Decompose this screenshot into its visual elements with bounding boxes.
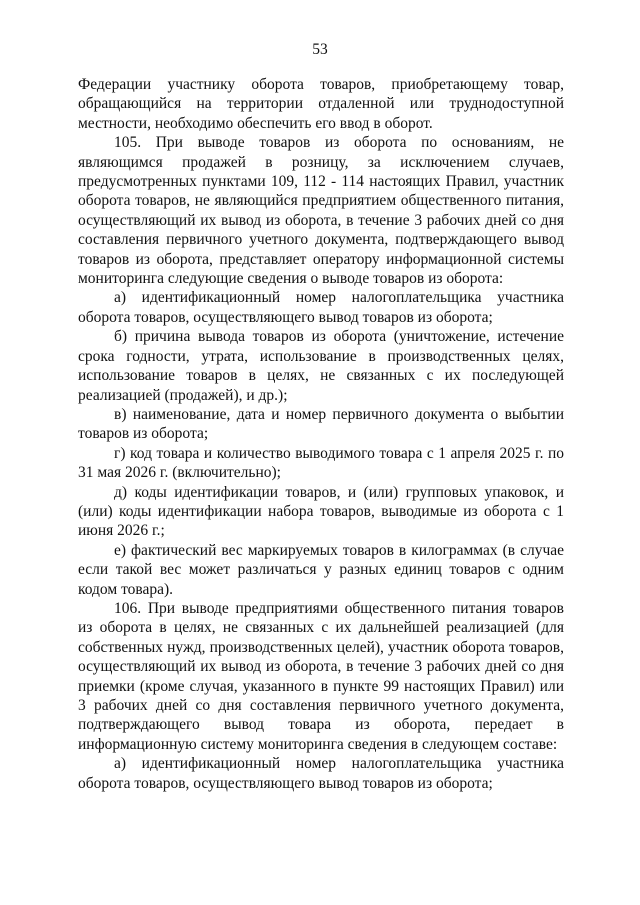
paragraph-105-e: е) фактический вес маркируемых товаров в килограммах (в случае если такой вес может различаться у разных единиц товаров с одним кодом товара). bbox=[78, 541, 564, 598]
paragraph-105-g: г) код товара и количество выводимого товара с 1 апреля 2025 г. по 31 мая 2026 г. (включительно); bbox=[78, 444, 564, 482]
paragraph-105-d: д) коды идентификации товаров, и (или) групповых упаковок, и (или) коды идентификации набора товаров, выводимые из оборота с 1 июня 2026 г.; bbox=[78, 483, 564, 540]
page-number: 53 bbox=[312, 41, 328, 58]
paragraph-continuation: Федерации участнику оборота товаров, приобретающему товар, обращающийся на территории отдаленной или труднодоступной местности, необходимо обеспечить его ввод в оборот. bbox=[78, 76, 564, 132]
paragraph-105-b: б) причина вывода товаров из оборота (уничтожение, истечение срока годности, утрата, использование в производственных целях, использование товаров в целях, не связанных с их последующей реализацией (продажей), и др.); bbox=[78, 328, 564, 404]
document-body bbox=[78, 75, 564, 793]
paragraph-105-v: в) наименование, дата и номер первичного документа о выбытии товаров из оборота; bbox=[78, 405, 564, 443]
paragraph-105-a: а) идентификационный номер налогоплательщика участника оборота товаров, осуществляющего вывод товаров из оборота; bbox=[78, 289, 564, 326]
paragraph-item-106: 106. При выводе предприятиями общественного питания товаров из оборота в целях, не связанных с их дальнейшей реализацией (для собственных нужд, производственных целей), участник оборота товаров, осуществляющий их вывод из оборота, в течение 3 рабочих дней со дня приемки (кроме случая, указанного в пункте 99 настоящих Правил) или 3 рабочих дней со дня составления первичного учетного документа, подтверждающего вывод товара из оборота, передает в информационную систему мониторинга сведения в следующем составе: bbox=[78, 599, 564, 753]
paragraph-item-105: 105. При выводе товаров из оборота по основаниям, не являющимся продажей в розницу, за исключением случаев, предусмотренных пунктами 109, 112 - 114 настоящих Правил, участник оборота товаров, не являющийся предприятием общественного питания, осуществляющий их вывод из оборота, в течение 3 рабочих дней со дня составления первичного учетного документа, подтверждающего вывод товаров из оборота, представляет оператору информационной системы мониторинга следующие сведения о выводе товаров из оборота: bbox=[78, 134, 564, 288]
paragraph-106-a: а) идентификационный номер налогоплательщика участника оборота товаров, осуществляющего вывод товаров из оборота; bbox=[78, 755, 564, 792]
